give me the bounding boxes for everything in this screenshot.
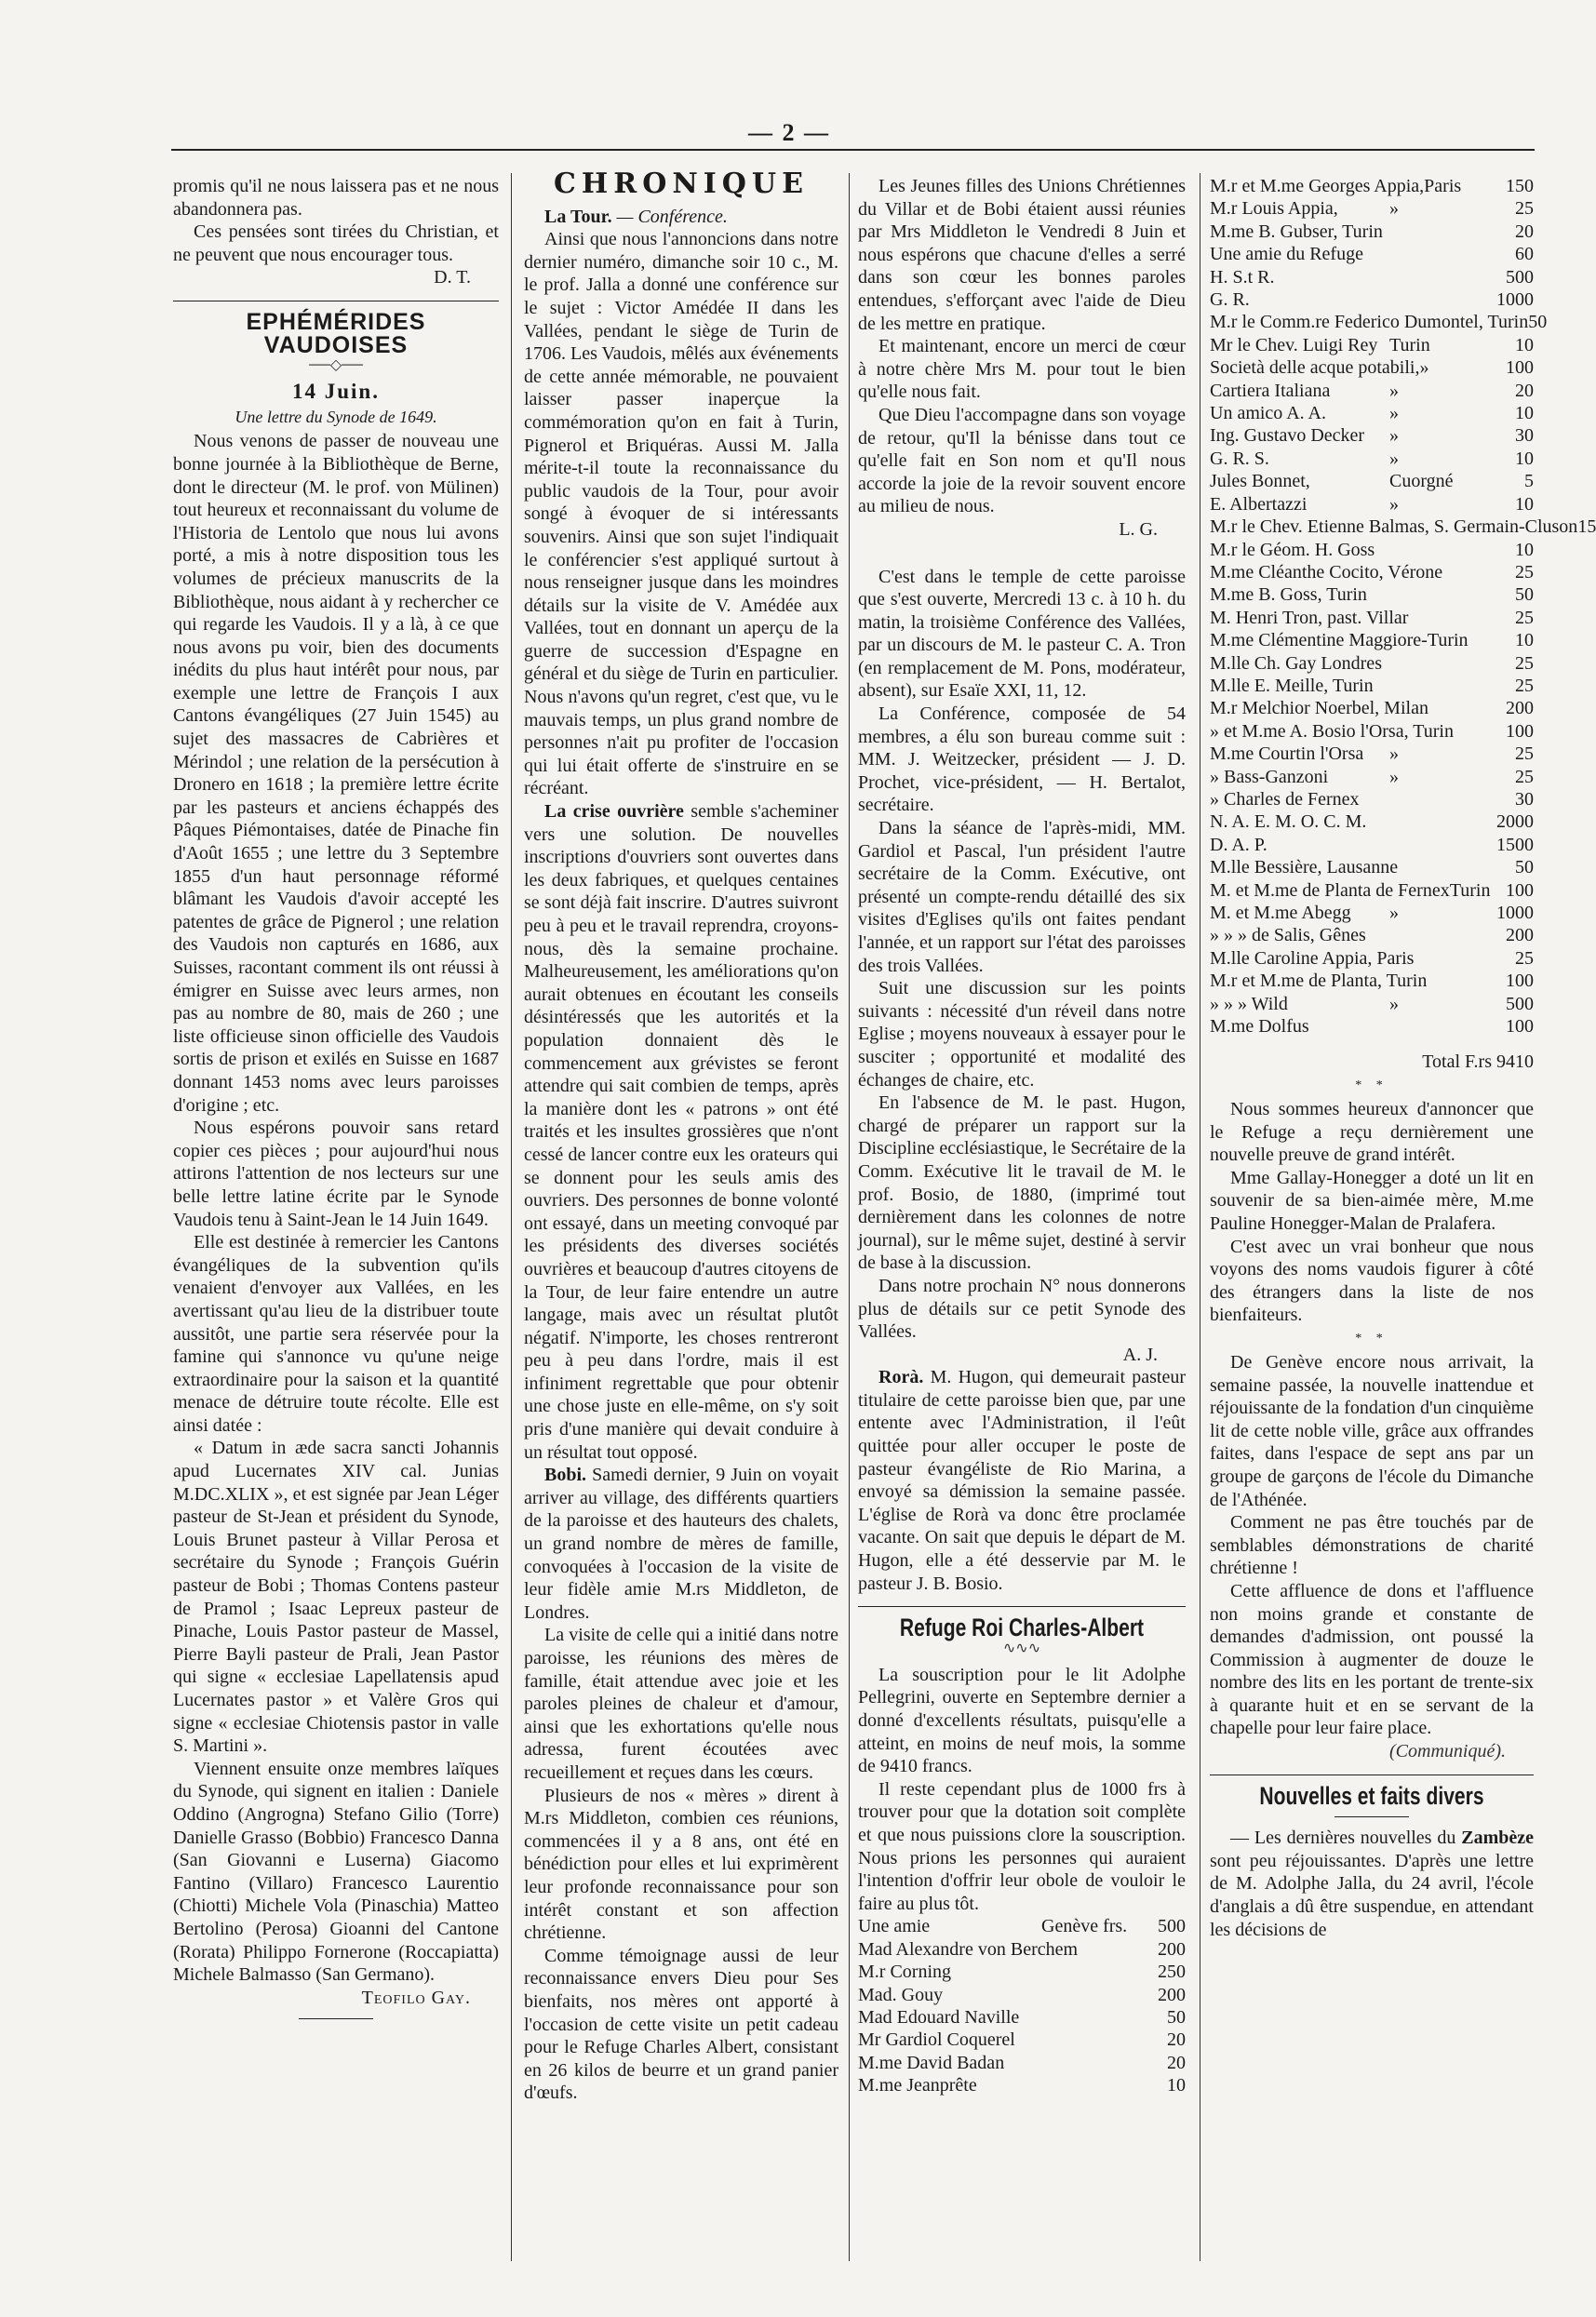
donor-place	[1389, 539, 1482, 561]
donor-row	[1210, 879, 1534, 902]
donor-row	[1210, 947, 1534, 970]
donor-row	[858, 1961, 1186, 1983]
donor-place: »	[1389, 403, 1399, 424]
section-heading-chronique: CHRONIQUE	[554, 167, 809, 200]
donor-name: » et M.me A. Bosio l'Orsa, Turin	[1210, 720, 1454, 742]
donor-amount: 100	[1506, 357, 1534, 379]
donor-place: »	[1389, 903, 1399, 923]
column-divider	[849, 173, 850, 2261]
donor-row	[858, 2052, 1186, 2074]
donor-amount: 250	[1158, 1962, 1186, 1983]
signature: D. T.	[434, 267, 471, 288]
paragraph: Et maintenant, encore un merci de cœur à notre chère Mrs M. pour tout le bien qu'elle nous fait.	[858, 336, 1186, 403]
paragraph-text: — Les dernières nouvelles du	[1230, 1828, 1456, 1849]
donor-place: Genève frs.	[1041, 1916, 1128, 1937]
donor-place	[1041, 1984, 1134, 2006]
paragraph: Nous espérons pouvoir sans retard copier ces pièces ; pour aujourd'hui nous attirons l'attention de nos lecteurs sur une belle lettre latine écrite par le Synode Vaudois tenu à Saint-Jean le 14 Juin 1649.	[173, 1118, 499, 1230]
donor-name: M.me Jeanprête	[858, 2075, 977, 2096]
donor-row	[1210, 970, 1534, 992]
section-heading-ephemerides: EPHÉMÉRIDES VAUDOISES	[246, 308, 426, 358]
section-heading-refuge: Refuge Roi Charles-Albert	[899, 1614, 1145, 1642]
donor-name: Un amico A. A.	[1210, 403, 1326, 424]
donor-amount: 200	[1506, 925, 1534, 946]
donor-amount: 25	[1515, 743, 1534, 765]
donor-amount: 500	[1158, 1916, 1186, 1937]
donor-place: »	[1389, 380, 1399, 401]
donor-name: M.r Louis Appia,	[1210, 198, 1338, 220]
topic-label: — Conférence.	[616, 206, 728, 227]
donor-name: Mad Alexandre von Berchem	[858, 1938, 1079, 1960]
donor-amount: 500	[1506, 993, 1534, 1014]
paragraph: La visite de celle qui a initié dans notre paroisse, les réunions des mères de famille, était attendue avec joie et les paroles pleines de chaleur et d'amour, ainsi que les exhortations qu'elle nous adressa, furent écoutées avec recueillement et reçues dans les cœurs.	[524, 1625, 838, 1783]
donor-place	[1041, 2029, 1134, 2051]
place-label: Rorà.	[878, 1367, 924, 1388]
donor-name: M.r et M.me de Planta, Turin	[1210, 971, 1428, 992]
donor-amount: 20	[1167, 2052, 1186, 2073]
donor-name: M.me Courtin l'Orsa	[1210, 743, 1364, 765]
donor-amount: 10	[1515, 630, 1534, 651]
donor-name: Mad. Gouy	[858, 1984, 944, 2005]
paragraph: Ces pensées sont tirées du Christian, et ne peuvent que nous encourager tous.	[173, 221, 499, 265]
donor-name: Mr le Chev. Luigi Rey	[1210, 334, 1378, 355]
paragraph: Dans notre prochain N° nous donnerons plus de détails sur ce petit Synode des Vallées.	[858, 1275, 1186, 1343]
donor-row	[858, 2074, 1186, 2096]
donor-name: M.me Cléanthe Cocito, Vérone	[1210, 561, 1443, 583]
donor-name: Jules Bonnet,	[1210, 471, 1310, 492]
donor-row	[1210, 311, 1548, 333]
donor-name: E. Albertazzi	[1210, 493, 1308, 515]
donor-place	[1389, 924, 1482, 946]
donor-name: M. et M.me Abegg	[1210, 903, 1351, 923]
donor-name: M.r Melchior Noerbel, Milan	[1210, 698, 1428, 719]
paragraph	[524, 800, 838, 1464]
donor-amount: 20	[1515, 221, 1534, 242]
signature: L. G.	[1119, 518, 1158, 540]
topic-label: La crise ouvrière	[544, 801, 684, 823]
donor-row	[1210, 834, 1534, 856]
paragraph-text: Samedi dernier, 9 Juin on voyait arriver au village, des différents quartiers de la paroisse et des hauteurs des chalets, un grand nombre de mères de famille, convoquées à l'occasion de la visite de leur fidèle amie M.rs Middleton, de Londres.	[524, 1465, 838, 1623]
donor-amount: 100	[1506, 1016, 1534, 1038]
donor-name: » » » Wild	[1210, 993, 1288, 1014]
donor-place	[1427, 970, 1495, 992]
paragraph: Viennent ensuite onze membres laïques du Synode, qui signent en italien : Daniele Oddino (Angrogna) Stefano Gilio (Torre) Danielle Grasso (Bobbio) Francesco Danna (San Giovanni e Luserna) Giacomo Fantino (Villaro) Francesco Laurentio (Chiotti) Michele Vola (Pinaschia) Matteo Bertolino (Perosa) Gioanni del Cantone (Rorata) Philippo Fornerone (Roccapiatta) Michele Balmasso (San Germano).	[173, 1758, 499, 1986]
column-1	[173, 175, 499, 2270]
donor-list	[1210, 175, 1596, 1038]
paragraph-text: semble s'acheminer vers une solution. De nouvelles inscriptions d'ouvriers sont ouvertes dans les deux fabriques, et quelques centaines se sont déjà fait inscrire. D'autres suivront peu à peu et le travail reprendra, croyons-nous, dès la semaine prochaine. Malheureusement, les améliorations qu'on aurait obtenues en écoutant les conseils désintéressés que les autorités et la population donnaient dès le commencement aux grévistes se feront attendre qui sait combien de temps, après la manière dont les « patrons » ont été traités et les insultes grossières que n'ont cessé de lancer contre eux les orateurs qui se donnent pour les seuls amis des ouvriers. Des personnes de bonne volonté ont essayé, dans un meeting convoqué par les présidents des diverses sociétés ouvrières et beaucoup d'autres citoyens de la Tour, de leur faire entendre un autre langage, mais avec un résultat plutôt négatif. N'importe, les choses rentreront peu à peu dans l'ordre, mais il est infiniment regrettable que pour obtenir une chose juste en elle-même, on s'y soit pris d'une manière qui devait conduire à un résultat tout opposé.	[524, 801, 838, 1463]
ornament: ──◇──	[309, 357, 363, 374]
donor-row	[1210, 856, 1534, 878]
donor-place	[1408, 607, 1489, 629]
donor-row	[1210, 743, 1534, 765]
donor-row	[1210, 993, 1534, 1015]
donor-place	[1041, 2074, 1134, 2096]
donor-row	[858, 1915, 1186, 1937]
paragraph: Mme Gallay-Honegger a doté un lit en souvenir de sa bien-aimée mère, M.me Pauline Honegger-Malan de Pralafera.	[1210, 1167, 1534, 1234]
paragraph	[524, 206, 838, 229]
donor-row	[1210, 1015, 1534, 1038]
donor-amount: 10	[1515, 334, 1534, 355]
donor-place	[1389, 652, 1482, 675]
donor-row	[1210, 334, 1534, 356]
donor-place	[1041, 1961, 1134, 1983]
signature: A. J.	[1122, 1344, 1158, 1365]
paragraph: promis qu'il ne nous laissera pas et ne nous abandonnera pas.	[173, 176, 499, 220]
donor-row	[1210, 243, 1534, 265]
separator: * *	[1355, 1331, 1388, 1346]
donor-place	[1389, 834, 1482, 856]
section-rule	[858, 1606, 1186, 1607]
donor-place	[1389, 266, 1482, 288]
donor-name: Une amie	[858, 1916, 931, 1937]
donor-amount: 20	[1167, 2029, 1186, 2051]
donor-place	[1389, 243, 1482, 265]
donor-name: M.me B. Goss, Turin	[1210, 584, 1367, 606]
donor-place: Cuorgné	[1389, 471, 1454, 492]
donor-amount: 30	[1515, 425, 1534, 447]
page-number: — 2 —	[748, 119, 830, 146]
donor-name: M.lle Ch. Gay Londres	[1210, 652, 1382, 674]
donor-name: M. et M.me de Planta de Fernex	[1210, 879, 1450, 901]
donor-amount: 25	[1515, 561, 1534, 583]
donor-place: Paris	[1424, 176, 1462, 196]
donor-place	[1389, 288, 1482, 311]
donor-row	[1210, 380, 1534, 402]
attribution: (Communiqué).	[1389, 1741, 1506, 1762]
paragraph: La souscription pour le lit Adolphe Pellegrini, ouverte en Septembre dernier a donné d'excellents résultats, puisqu'elle a atteint, en moins de neuf mois, la somme de 9410 francs.	[858, 1664, 1186, 1777]
paragraph: Suit une discussion sur les points suivants : nécessité d'un réveil dans notre Eglise ; moyens nouveaux à essayer pour le susciter ; opportunité et modalité des échanges de chaire, etc.	[858, 978, 1186, 1091]
paragraph: Comment ne pas être touchés par de semblables démonstrations de charité chrétienne !	[1210, 1512, 1534, 1579]
donor-place	[1041, 2052, 1134, 2074]
donor-row	[1210, 493, 1534, 516]
top-rule	[171, 149, 1535, 151]
donor-row	[1210, 629, 1534, 651]
donor-name: M.me B. Gubser, Turin	[1210, 221, 1383, 242]
donor-place	[1469, 629, 1510, 651]
donor-row	[1210, 810, 1534, 833]
paragraph: Nous venons de passer de nouveau une bonne journée à la Bibliothèque de Berne, dont le directeur (M. le prof. von Mülinen) tout heureux et reconnaissant du volume de l'Historia de Lentolo que nous lui avons porté, a mis à notre disposition tous les volumes de précieux manuscrits de la Bibliothèque, nous aidant à y rechercher ce qui regarde les Vaudois. Il y a là, à ce que nous avons pu voir, bien des documents inédits du plus haut intérêt pour nous, par exemple une lettre de François I aux Cantons évangéliques (27 Juin 1545) au sujet des massacres de Cabrières et Mérindol ; une relation de la persécution à Dronero en 1618 ; la première lettre écrite par les pasteurs et anciens échappés des Pâques Piémontaises, datée de Pinache fin d'Août 1655 ; une lettre du 3 Septembre 1855 d'un haut personnage réformé blâmant les Vaudois d'avoir accepté les patentes de grâce de Pignerol ; une relation des Vaudois non capturés en 1686, aux Suisses, racontant comment ils ont réussi à émigrer en Suisse avec leurs armes, non pas au nombre de 80, mais de 260 ; une liste officieuse sinon officielle des Vaudois sortis de prison et exilés en Suisse en 1687 donnant 1453 noms avec leurs paroisses d'origine ; etc.	[173, 431, 499, 1116]
donor-name: Cartiera Italiana	[1210, 380, 1331, 401]
donor-name: » Charles de Fernex	[1210, 788, 1360, 810]
donor-amount: 10	[1515, 448, 1534, 469]
donor-name: M.r le Chev. Etienne Balmas, S. Germain-Cluson	[1210, 516, 1578, 538]
donor-place: »	[1389, 743, 1399, 765]
donor-amount: 10	[1167, 2075, 1186, 2096]
paragraph: Elle est destinée à remercier les Cantons évangéliques de la subvention qu'ils venaient d'envoyer aux Vallées, en les avertissant qu'au lieu de la distribuer toute aussitôt, une partie sera réservée pour la famine qui s'annonce vu qu'une neige extraordinaire pour la saison et la quantité menace de détruire toute récolte. Elle est ainsi datée :	[173, 1232, 499, 1436]
donor-place: »	[1419, 357, 1429, 379]
donor-row	[1210, 675, 1534, 697]
donor-place	[1389, 810, 1482, 833]
separator	[858, 545, 1186, 562]
donor-amount: 10	[1515, 403, 1534, 424]
donor-name: M.r Corning	[858, 1962, 951, 1983]
donor-amount: 25	[1515, 675, 1534, 696]
paragraph: Que Dieu l'accompagne dans son voyage de retour, qu'Il la bénisse dans tout ce qu'elle fait en Son nom et qu'Il nous accorde la joie de la revoir souvent encore au milieu de nous.	[858, 404, 1186, 517]
donor-amount: 1000	[1496, 289, 1534, 311]
donor-row	[1210, 924, 1534, 946]
donor-amount: 60	[1515, 244, 1534, 265]
donor-name: M.lle Caroline Appia, Paris	[1210, 947, 1415, 969]
donor-row	[1210, 583, 1534, 606]
donor-row	[1210, 516, 1596, 538]
donor-place	[1414, 947, 1491, 970]
paragraph: En l'absence de M. le past. Hugon, chargé de préparer un rapport sur la Discipline ecclésiastique, le Secrétaire de la Comm. Exécutive lit le travail de M. le prof. Bosio, de 1880, (imprimé tout dernièrement dans les colonnes de notre journal), sur le même sujet, destiné à servir de base à la discussion.	[858, 1092, 1186, 1274]
donor-amount: 50	[1515, 857, 1534, 878]
donor-place: Turin	[1389, 334, 1430, 355]
donor-amount: 25	[1515, 607, 1534, 628]
donor-place	[1398, 856, 1485, 878]
column-3	[858, 175, 1186, 2270]
donor-row	[1210, 539, 1534, 561]
donor-row	[1210, 402, 1534, 424]
donor-amount: 25	[1515, 198, 1534, 220]
donor-name: Mr Gardiol Coquerel	[858, 2029, 1015, 2051]
column-4	[1210, 175, 1596, 2270]
article-subtitle: Une lettre du Synode de 1649.	[235, 407, 437, 426]
paragraph: De Genève encore nous arrivait, la semaine passée, la nouvelle inattendue et réjouissante de la fondation d'un cinquième lit de cette noble ville, grâce aux offrandes faites, dans l'espace de sept ans par un groupe de garçons de l'école du Dimanche de l'Athénée.	[1210, 1351, 1534, 1510]
donor-row	[1210, 266, 1534, 288]
donor-row	[1210, 221, 1534, 243]
donor-amount: 20	[1515, 380, 1534, 401]
separator: * *	[1355, 1078, 1388, 1093]
signature: Teofilo Gay.	[361, 1987, 471, 2008]
donor-name: Ing. Gustavo Decker	[1210, 425, 1365, 447]
donor-name: G. R.	[1210, 289, 1250, 311]
donor-name: » » » de Salis, Gênes	[1210, 925, 1366, 946]
donor-amount: 50	[1528, 312, 1548, 333]
donor-name: N. A. E. M. O. C. M.	[1210, 811, 1367, 833]
column-divider	[511, 173, 512, 2261]
donor-place	[1389, 788, 1482, 810]
donor-row	[1210, 424, 1534, 447]
donor-list	[858, 1915, 1186, 2096]
donor-place: Turin	[1449, 879, 1491, 901]
donor-name: M.lle Bessière, Lausanne	[1210, 857, 1399, 878]
donation-total: Total F.rs 9410	[1422, 1051, 1534, 1073]
donor-row	[1210, 561, 1534, 583]
donor-row	[1210, 356, 1534, 379]
donor-place	[1454, 720, 1506, 743]
donor-name: M.me Dolfus	[1210, 1016, 1309, 1038]
place-label: La Tour.	[544, 206, 612, 227]
donor-name: M.lle E. Meille, Turin	[1210, 675, 1374, 696]
donor-row	[1210, 902, 1534, 924]
donor-name: » Bass-Ganzoni	[1210, 766, 1329, 787]
paragraph: Il reste cependant plus de 1000 frs à trouver pour que la dotation soit complète et que nous puissions clore la souscription. Nous prions les personnes qui auraient l'intention d'offrir leur obole de vouloir le faire au plus tôt.	[858, 1778, 1186, 1914]
donor-row	[1210, 175, 1534, 197]
donor-name: M.me Clémentine Maggiore-Turin	[1210, 630, 1469, 651]
donor-amount: 5	[1524, 471, 1534, 492]
paragraph: Nous sommes heureux d'annoncer que le Refuge a reçu dernièrement une nouvelle preuve de grand intérêt.	[1210, 1099, 1534, 1166]
donor-row	[1210, 470, 1534, 492]
paragraph	[1210, 1827, 1534, 1941]
donor-row	[1210, 788, 1534, 810]
donor-name: M.r le Comm.re Federico Dumontel, Turin	[1210, 312, 1529, 333]
donor-row	[858, 2029, 1186, 2051]
donor-name: D. A. P.	[1210, 834, 1267, 855]
donor-amount: 10	[1515, 493, 1534, 515]
donor-amount: 25	[1515, 766, 1534, 787]
date-heading: 14 Juin.	[292, 380, 380, 404]
donor-name: Mad Edouard Naville	[858, 2006, 1020, 2028]
section-heading-nouvelles: Nouvelles et faits divers	[1259, 1781, 1484, 1810]
donor-row	[858, 1938, 1186, 1961]
donor-row	[1210, 766, 1534, 788]
paragraph-text: sont peu réjouissantes. D'après une lettre de M. Adolphe Jalla, du 24 avril, l'école d'anglais a dû être suspendue, en attendant les décisions de	[1210, 1850, 1534, 1940]
paragraph: Comme témoignage aussi de leur reconnaissance envers Dieu pour Ses bienfaits, nos mères ont apporté à l'occasion de cette visite un petit cadeau pour le Refuge Charles Albert, consistant en 26 kilos de beurre et un grand panier d'œufs.	[524, 1945, 838, 2104]
donor-amount: 1500	[1496, 834, 1534, 855]
donor-amount: 200	[1158, 1938, 1186, 1960]
donor-amount: 30	[1515, 788, 1534, 810]
ornament: ∿∿∿	[1002, 1640, 1041, 1656]
place-label: Bobi.	[544, 1465, 587, 1486]
donor-row	[1210, 652, 1534, 675]
donor-place	[1041, 2006, 1134, 2029]
paragraph: Plusieurs de nos « mères » dirent à M.rs Middleton, combien ces réunions, commencées il y a 8 ans, ont été en bénédiction pour elles et lui exprimèrent leur profonde reconnaissance pour son intérêt constant et son affection chrétienne.	[524, 1785, 838, 1944]
column-2	[524, 167, 838, 2270]
donor-place: »	[1389, 425, 1399, 447]
donor-amount: 50	[1167, 2006, 1186, 2028]
donor-place	[1389, 583, 1482, 606]
donor-amount: 150	[1506, 176, 1534, 196]
donor-row	[1210, 720, 1534, 743]
donor-row	[1210, 697, 1534, 719]
donor-amount: 10	[1515, 539, 1534, 560]
donor-place: »	[1389, 493, 1399, 515]
donor-place	[1078, 1938, 1147, 1961]
donor-place: »	[1389, 993, 1399, 1014]
donor-name: G. R. S.	[1210, 448, 1269, 469]
donor-amount: 100	[1506, 971, 1534, 992]
donor-name: Società delle acque potabili,	[1210, 357, 1420, 379]
donor-amount: 100	[1506, 720, 1534, 742]
donor-row	[1210, 288, 1534, 311]
donor-name: M.r et M.me Georges Appia,	[1210, 176, 1425, 196]
paragraph: Dans la séance de l'après-midi, MM. Gardiol et Pascal, l'un président l'autre secrétaire de la Comm. Exécutive, ont présenté un compte-rendu détaillé des six visites d'Eglises qu'ils ont faites pendant l'année, et un rapport sur l'état des paroisses des trois Vallées.	[858, 818, 1186, 976]
donor-amount: 1000	[1496, 903, 1534, 923]
donor-amount: 25	[1515, 652, 1534, 674]
donor-amount: 25	[1515, 947, 1534, 969]
donor-place	[1389, 1015, 1482, 1038]
donor-amount: 500	[1506, 266, 1534, 288]
donor-place: »	[1389, 448, 1399, 469]
heading-underline	[1334, 1816, 1409, 1817]
donor-row	[858, 1984, 1186, 2006]
donor-row	[1210, 197, 1534, 220]
end-rule	[299, 2018, 373, 2019]
donor-place	[1389, 221, 1482, 243]
donor-place	[1442, 561, 1501, 583]
donor-amount: 2000	[1496, 811, 1534, 833]
donor-place	[1428, 697, 1496, 719]
donor-amount: 15	[1577, 516, 1596, 538]
paragraph: La Conférence, composée de 54 membres, a élu son bureau comme suit : MM. J. Weitzecker, président — J. D. Prochet, vice-président, — H. Bertalot, secrétaire.	[858, 703, 1186, 816]
donor-amount: 50	[1515, 584, 1534, 606]
topic-label: Zambèze	[1461, 1828, 1534, 1849]
donor-place: »	[1389, 198, 1399, 220]
paragraph	[524, 1464, 838, 1624]
paragraph: Cette affluence de dons et l'affluence non moins grande et constante de demandes d'admission, ont poussé la Commission à augmenter de douze le nombre des lits en les portant de trente-six à quarante huit et en se servant de la chapelle pour leur faire place.	[1210, 1580, 1534, 1739]
paragraph: C'est dans le temple de cette paroisse que s'est ouverte, Mercredi 13 c. à 10 h. du matin, la troisième Conférence des Vallées, par un discours de M. le pasteur C. A. Tron (en remplacement de M. Pons, modérateur, absent), sur Esaïe XXI, 11, 12.	[858, 566, 1186, 702]
paragraph: C'est avec un vrai bonheur que nous voyons des noms vaudois figurer à côté des étrangers dans la liste de nos bienfaiteurs.	[1210, 1236, 1534, 1326]
donor-amount: 100	[1506, 879, 1534, 901]
donor-row	[1210, 607, 1534, 629]
donor-name: M.me David Badan	[858, 2052, 1005, 2073]
donor-name: Une amie du Refuge	[1210, 244, 1363, 265]
donor-amount: 200	[1158, 1984, 1186, 2005]
donor-row	[858, 2006, 1186, 2029]
paragraph: Les Jeunes filles des Unions Chrétiennes du Villar et de Bobi étaient aussi réunies par Mrs Middleton le Vendredi 8 Juin et nous espérons que chacune d'elles a serré dans son cœur les bonnes paroles entendues, s'efforçant avec l'aide de Dieu de les mettre en pratique.	[858, 176, 1186, 334]
paragraph: « Datum in æde sacra sancti Johannis apud Lucernates XIV cal. Junias M.DC.XLIX », et est signée par Jean Léger pasteur de St-Jean et président du Synode, Louis Brunet pasteur à Villar Perosa et secrétaire du Synode ; François Guérin pasteur de Bobi ; Thomas Contens pasteur de Pramol ; Isaac Lepreux pasteur de Pinache, Louis Pastor pasteur de Massel, Pierre Bayli pasteur de Prali, Jean Pastor qui signe « ecclesiae Lapellatensis apud Lucernates pastor » et Valère Gros qui signe « ecclesiae Chiotensis pastor in valle S. Martini ».	[173, 1438, 499, 1757]
donor-name: M. Henri Tron, past. Villar	[1210, 607, 1409, 628]
donor-place	[1389, 675, 1482, 697]
donor-name: M.r le Géom. H. Goss	[1210, 539, 1375, 560]
paragraph	[858, 1366, 1186, 1595]
donor-name: H. S.t R.	[1210, 266, 1275, 288]
donor-row	[1210, 448, 1534, 470]
paragraph: Ainsi que nous l'annoncions dans notre dernier numéro, dimanche soir 10 c., M. le prof. Jalla a donné une conférence sur le sujet : Victor Amédée II dans les Vallées, pendant le siège de Turin de 1706. Les Vaudois, mêlés aux événements de cette année mémorable, ne pouvaient laisser passer inaperçue la commémoration qu'on en fait à Turin, Pignerol et Briquéras. Aussi M. Jalla mérite-t-il toute la reconnaissance du public vaudois de la Tour, pour avoir songé à évoquer de si intéressants souvenirs. Ainsi que son sujet l'indiquait le conférencier s'est appliqué surtout à nous renseigner jusque dans les moindres détails sur la visite de V. Amédée aux Vallées, tout en donnant un aperçu de la guerre de succession d'Espagne en général et du siège de Turin en particulier. Nous n'avons qu'un regret, c'est que, vu le mauvais temps, un plus grand nombre de personnes n'ait pu profiter de l'occasion qui lui était offerte de s'instruire en se récréant.	[524, 229, 838, 799]
paragraph-text: M. Hugon, qui demeurait pasteur titulaire de cette paroisse bien que, par une entente avec l'Administration, il l'eût quittée pour aller occuper le poste de pasteur évangéliste de Rio Marina, a envoyé sa démission la semaine passée. L'église de Rorà va donc être proclamée vacante. On sait que depuis le départ de M. Hugon, elle a été desservie par M. le pasteur J. B. Bosio.	[858, 1367, 1186, 1594]
donor-place: »	[1389, 766, 1399, 787]
donor-amount: 200	[1506, 698, 1534, 719]
